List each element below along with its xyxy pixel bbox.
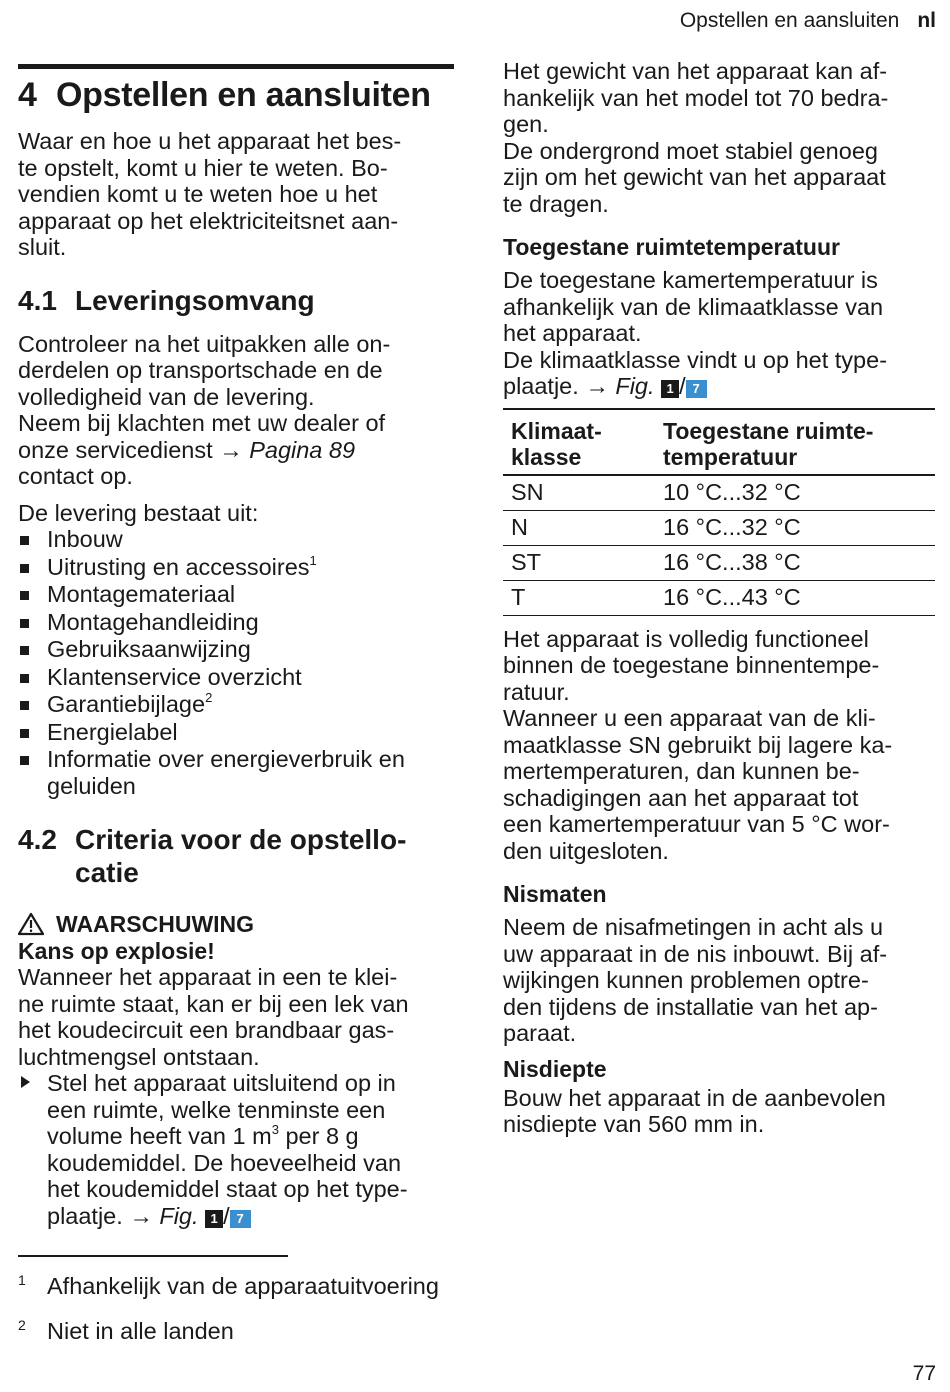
footnote-mark: 2	[18, 1317, 26, 1333]
list-item-text: Inbouw	[47, 526, 123, 552]
list-item	[18, 636, 458, 664]
list-item	[18, 526, 458, 554]
nisdiepte-heading: Nisdiepte	[503, 1055, 607, 1082]
section-title: Leveringsomvang	[75, 284, 315, 316]
text-line: schadigingen aan het apparaat tot	[503, 784, 859, 811]
header-line: temperatuur	[663, 443, 798, 470]
figure-item-badge[interactable]: 7	[686, 380, 707, 398]
text-line: wijkingen kunnen problemen optre-	[503, 967, 869, 993]
superscript: 3	[271, 1122, 279, 1137]
warning-label: WAARSCHUWING	[56, 910, 255, 937]
table-cell-temp: 16 °C...32 °C	[655, 510, 935, 545]
text-line: mertemperaturen, dan kunnen be-	[503, 758, 860, 784]
text-line: nisdiepte van 560 mm in.	[503, 1111, 765, 1137]
figure-number-badge[interactable]: 1	[661, 380, 679, 398]
text-line: Controleer na het uitpakken alle on-	[18, 330, 391, 357]
nismaten-paragraph	[503, 914, 935, 1047]
table-cell-klasse: T	[503, 580, 655, 615]
text-line: afhankelijk van de klimaatklasse van	[503, 293, 884, 320]
intro-line: vendien komt u te weten hoe u het	[18, 181, 378, 207]
delivery-list	[18, 526, 458, 799]
text-line: den tijdens de installatie van het ap-	[503, 993, 878, 1020]
footnote-ref[interactable]: 1	[309, 552, 317, 568]
list-item-text: Montagehandleiding	[47, 608, 259, 635]
text-line: koudemiddel. De hoeveelheid van	[47, 1149, 402, 1176]
slash: /	[223, 1202, 230, 1229]
table-cell-temp: 10 °C...32 °C	[655, 475, 935, 511]
text-line: luchtmengsel ontstaan.	[18, 1043, 260, 1070]
text-line: zijn om het gewicht van het apparaat	[503, 164, 886, 190]
figure-item-badge[interactable]: 7	[230, 1210, 251, 1228]
intro-paragraph	[18, 128, 458, 261]
text-line: onze servicedienst	[18, 436, 220, 463]
text-line: Wanneer u een apparaat van de kli-	[503, 705, 876, 731]
footnote-1	[18, 1273, 439, 1300]
list-item-text: Montagemateriaal	[47, 581, 236, 607]
intro-line: apparaat op het elektriciteitsnet aan-	[18, 207, 399, 234]
table-row	[503, 510, 935, 545]
temperature-heading: Toegestane ruimtetemperatuur	[503, 234, 840, 260]
arrow-right-icon: →	[129, 1202, 153, 1229]
section-heading-4-1	[18, 284, 458, 317]
warning-action	[18, 1070, 458, 1229]
text-line: Stel het apparaat uitsluitend op in	[47, 1070, 396, 1096]
text-line: paraat.	[503, 1020, 577, 1046]
intro-line: sluit.	[18, 234, 67, 260]
list-item-text: Gebruiksaanwijzing	[47, 636, 251, 662]
warning-header	[18, 909, 458, 939]
list-item	[18, 554, 458, 582]
page-reference-link[interactable]: Pagina 89	[249, 436, 356, 463]
chapter-number: 4	[18, 76, 37, 114]
header-line: klasse	[511, 443, 582, 470]
temperature-paragraph	[503, 267, 935, 400]
weight-paragraph	[503, 58, 935, 217]
page-number: 77	[912, 1362, 936, 1385]
list-item	[18, 719, 458, 747]
warning-block	[18, 909, 458, 1229]
arrow-right-icon: →	[585, 373, 609, 399]
intro-line: te opstelt, komt u hier te weten. Bo-	[18, 154, 388, 181]
section-number: 4.1	[18, 284, 57, 316]
climate-class-table	[503, 408, 935, 616]
right-column	[503, 58, 935, 1138]
text-line: Wanneer het apparaat in een te klei-	[18, 964, 398, 990]
triangle-action-icon	[21, 1076, 30, 1088]
text-line: Neem bij klachten met uw dealer of	[18, 410, 386, 436]
slash: /	[679, 373, 686, 399]
list-item-text: Klantenservice overzicht	[47, 663, 302, 690]
running-header	[680, 9, 936, 33]
text-line: het apparaat.	[503, 320, 642, 346]
intro-line: Waar en hoe u het apparaat het bes-	[18, 128, 402, 154]
chapter-title	[18, 64, 454, 115]
table-cell-temp: 16 °C...38 °C	[655, 545, 935, 580]
nismaten-heading: Nismaten	[503, 881, 607, 907]
table-row	[503, 580, 935, 615]
delivery-list-intro: De levering bestaat uit:	[18, 499, 259, 526]
table-cell-temp: 16 °C...43 °C	[655, 580, 935, 615]
warning-title: Kans op explosie!	[18, 938, 215, 964]
text-line: een kamertemperatuur van 5 °C wor-	[503, 811, 890, 837]
text-line: den uitgesloten.	[503, 837, 669, 864]
section-number: 4.2	[18, 824, 57, 855]
footnote-text: Afhankelijk van de apparaatuitvoering	[47, 1273, 439, 1299]
footnote-rule	[18, 1255, 288, 1257]
text-line: per 8 g	[278, 1123, 359, 1149]
text-line: Het gewicht van het apparaat kan af-	[503, 58, 888, 84]
text-line: derdelen op transportschade en de	[18, 357, 383, 383]
text-line: Neem de nisafmetingen in acht als u	[503, 914, 884, 940]
text-line: maatklasse SN gebruikt bij lagere ka-	[503, 731, 893, 758]
arrow-right-icon: →	[219, 436, 243, 463]
text-line: plaatje.	[47, 1202, 130, 1229]
column-header-klasse	[503, 409, 655, 475]
table-cell-klasse: ST	[503, 545, 655, 580]
text-line: contact op.	[18, 463, 133, 489]
text-line: gen.	[503, 111, 549, 137]
nisdiepte-paragraph	[503, 1085, 935, 1138]
table-cell-klasse: SN	[503, 475, 655, 511]
text-line: De klimaatklasse vindt u op het type-	[503, 346, 888, 373]
list-item	[18, 581, 458, 609]
header-line: Toegestane ruimte-	[663, 417, 874, 444]
list-item-text: Energielabel	[47, 718, 178, 745]
footnote-ref[interactable]: 2	[205, 690, 213, 705]
text-line: een ruimte, welke tenminste een	[47, 1096, 386, 1123]
text-line: Het apparaat is volledig functioneel	[503, 625, 869, 652]
text-line: Bouw het apparaat in de aanbevolen	[503, 1084, 886, 1111]
warning-text	[18, 964, 458, 1070]
section-heading-4-2	[18, 823, 458, 889]
text-line: te dragen.	[503, 190, 609, 217]
text-line: het koudecircuit een brandbaar gas-	[18, 1017, 395, 1043]
warning-triangle-icon	[18, 912, 44, 936]
list-item	[18, 746, 458, 799]
text-line: De ondergrond moet stabiel genoeg	[503, 137, 878, 164]
list-item	[18, 664, 458, 692]
list-item	[18, 609, 458, 637]
table-row	[503, 475, 935, 511]
text-line: uw apparaat in de nis inbouwt. Bij af-	[503, 940, 888, 967]
text-line: het koudemiddel staat op het type-	[47, 1176, 408, 1202]
text-line: binnen de toegestane binnentempe-	[503, 652, 880, 678]
figure-reference[interactable]: Fig.	[615, 373, 655, 399]
section-title: Criteria voor de opstello-	[75, 824, 407, 855]
text-line: hankelijk van het model tot 70 bedra-	[503, 84, 889, 111]
chapter-title-text: Opstellen en aansluiten	[56, 76, 431, 114]
list-item-text: Informatie over energieverbruik en	[47, 746, 405, 772]
list-item	[18, 691, 458, 719]
column-header-temperatuur	[655, 409, 935, 475]
table-cell-klasse: N	[503, 510, 655, 545]
footnote-text: Niet in alle landen	[47, 1318, 234, 1344]
figure-number-badge[interactable]: 1	[205, 1210, 223, 1228]
list-item-text: geluiden	[47, 772, 136, 799]
footnote-mark: 1	[18, 1272, 26, 1288]
running-header-title: Opstellen en aansluiten	[679, 9, 900, 32]
text-line: volledigheid van de levering.	[18, 383, 315, 410]
table-row	[503, 545, 935, 580]
after-table-paragraph	[503, 626, 935, 865]
header-line: Klimaat-	[511, 417, 602, 444]
table-header-row	[503, 409, 935, 475]
text-line: volume heeft van 1 m	[47, 1123, 272, 1149]
text-line: plaatje.	[503, 373, 586, 399]
text-line: ratuur.	[503, 678, 570, 705]
figure-reference[interactable]: Fig.	[159, 1202, 199, 1229]
left-column	[18, 128, 458, 1229]
text-line: De toegestane kamertemperatuur is	[503, 267, 878, 293]
list-item-text: Uitrusting en accessoires	[47, 553, 310, 580]
list-item-text: Garantiebijlage	[47, 691, 206, 717]
section-title: catie	[75, 857, 139, 888]
delivery-check-paragraph	[18, 331, 458, 490]
language-code: nl	[917, 9, 936, 32]
text-line: ne ruimte staat, kan er bij een lek van	[18, 990, 409, 1017]
footnote-2	[18, 1318, 234, 1345]
